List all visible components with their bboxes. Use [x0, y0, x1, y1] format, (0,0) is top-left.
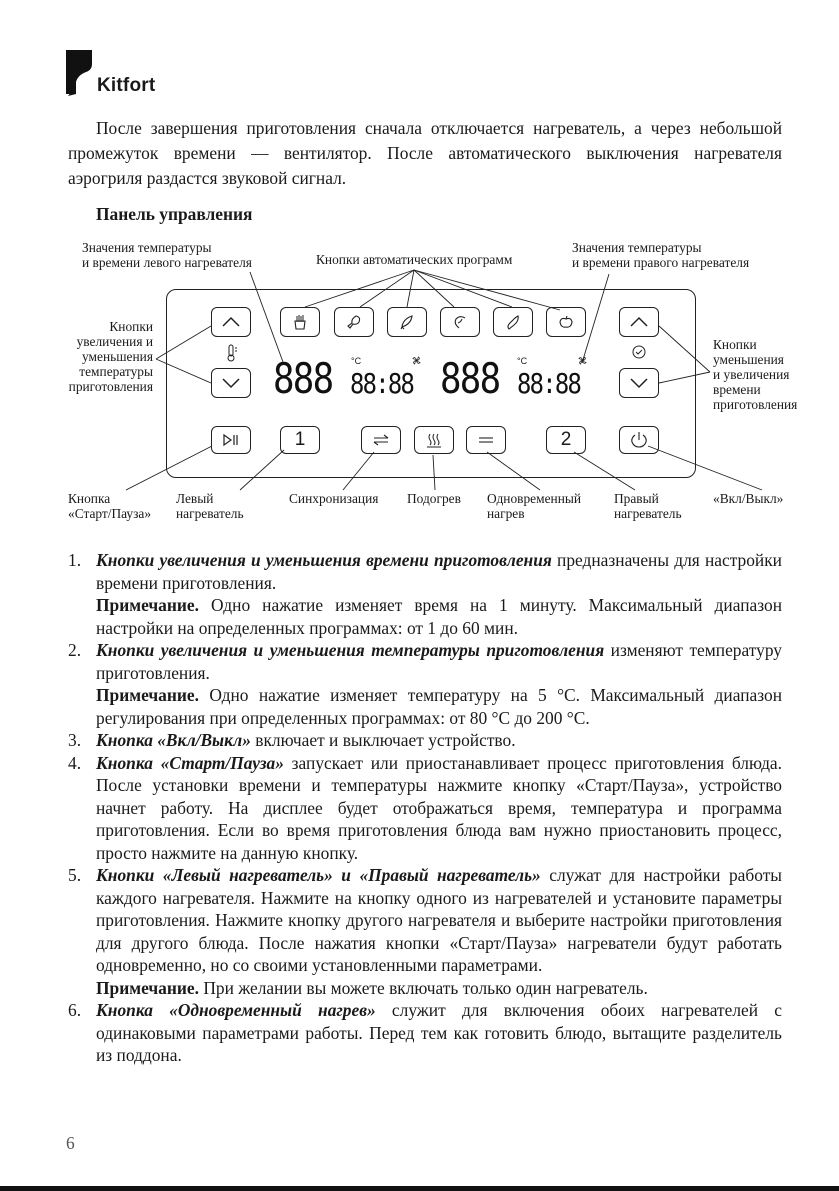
item-number: 2.	[68, 640, 82, 660]
list-item	[68, 729, 782, 752]
time-down-button[interactable]	[619, 368, 659, 398]
note-text: При желании вы можете включать только один нагреватель.	[198, 977, 648, 998]
instructions-list	[68, 549, 782, 1067]
label-left-values-text: Значения температуры и времени левого нагревателя	[82, 240, 252, 270]
item-note	[96, 594, 782, 639]
right-temp-unit: °C	[517, 356, 528, 366]
drumstick-icon	[346, 314, 362, 330]
program-shrimp-button[interactable]	[440, 307, 480, 337]
arrow-down-icon	[221, 377, 241, 389]
left-heater-button-label: 1	[294, 429, 306, 450]
left-temp-display: 888	[273, 354, 333, 403]
item-note	[96, 684, 782, 729]
intro-paragraph: После завершения приготовления сначала отключается нагреватель, а через небольшой промежуток времени — вентилятор. После автоматического выключения нагревателя аэрогриля раздастся звуковой сигнал.	[68, 118, 782, 188]
brand-name: Kitfort	[97, 75, 156, 96]
list-item	[68, 549, 782, 639]
program-fish-button[interactable]	[387, 307, 427, 337]
page-number: 6	[66, 1133, 75, 1153]
arrow-up-icon	[629, 316, 649, 328]
start-pause-button[interactable]	[211, 426, 251, 454]
list-item	[68, 752, 782, 865]
item-text: служит для включения обоих нагревателей с одинаковыми параметрами работы. Перед тем как готовить блюдо, вытащите разделитель из поддона.	[96, 1000, 782, 1065]
item-title: Кнопка «Старт/Пауза»	[96, 752, 284, 773]
left-time-display: 88:88	[350, 367, 414, 400]
right-heater-button-label: 2	[560, 429, 572, 450]
temp-down-button[interactable]	[211, 368, 251, 398]
label-time-buttons: Кнопки уменьшения и увеличения времени приготовления	[713, 337, 798, 412]
program-fries-button[interactable]	[280, 307, 320, 337]
time-up-button[interactable]	[619, 307, 659, 337]
apple-icon	[558, 314, 574, 330]
kitfort-logo-mark	[66, 50, 96, 96]
play-pause-icon	[221, 433, 241, 447]
item-title: Кнопка «Одновременный нагрев»	[96, 1000, 376, 1020]
label-right-values	[572, 240, 749, 270]
steam-icon	[425, 432, 443, 448]
note-label: Примечание.	[96, 685, 199, 705]
label-right-values-text: Значения температуры и времени правого нагревателя	[572, 240, 750, 270]
label-right-heater: Правый нагреватель	[614, 491, 682, 521]
item-title: Кнопка «Вкл/Выкл»	[96, 730, 251, 750]
label-start-pause: Кнопка «Старт/Пауза»	[68, 491, 152, 521]
label-simultaneous: Одновременный нагрев	[487, 491, 582, 521]
kitfort-logo	[66, 50, 166, 100]
note-text: Одно нажатие изменяет температуру на 5 °C. Максимальный диапазон регулирования при определенных программах: от 80 °C до 200 °C.	[96, 685, 782, 728]
list-item	[68, 639, 782, 729]
equal-icon	[478, 435, 494, 445]
arrow-up-icon	[221, 316, 241, 328]
power-button[interactable]	[619, 426, 659, 454]
right-temp-display: 888	[440, 354, 500, 403]
section-title: Панель управления	[96, 204, 253, 224]
left-heater-button[interactable]	[280, 426, 320, 454]
item-note	[96, 977, 782, 1000]
sync-button[interactable]	[361, 426, 401, 454]
fan-icon	[578, 356, 587, 365]
left-temp-unit: °C	[351, 356, 362, 366]
item-number: 3.	[68, 730, 82, 750]
vegetable-icon	[505, 314, 521, 330]
label-left-heater: Левый нагреватель	[176, 491, 244, 521]
item-number: 1.	[68, 550, 82, 570]
label-auto-programs: Кнопки автоматических программ	[316, 252, 513, 267]
program-chicken-button[interactable]	[334, 307, 374, 337]
sync-icon	[372, 434, 390, 446]
item-number: 5.	[68, 865, 82, 885]
item-number: 6.	[68, 1000, 82, 1020]
program-apple-button[interactable]	[546, 307, 586, 337]
note-label: Примечание.	[96, 977, 199, 998]
temp-up-button[interactable]	[211, 307, 251, 337]
item-text: запускает или приостанавливает процесс приготовления блюда. После установки времени и температуры нажмите кнопку «Старт/Пауза», устройство начнет работу. На дисплее будет отображаться время, температура и программа приготовления. Если во время приготовления блюда вам нужно приостановить процесс, просто нажмите на данную кнопку.	[96, 752, 782, 863]
label-sync: Синхронизация	[289, 491, 379, 506]
shrimp-icon	[452, 314, 468, 330]
list-item	[68, 864, 782, 999]
right-time-display: 88:88	[517, 367, 581, 400]
simultaneous-button[interactable]	[466, 426, 506, 454]
item-title: Кнопки увеличения и уменьшения температуры приготовления	[96, 640, 605, 660]
fish-icon	[399, 314, 415, 330]
arrow-down-icon	[629, 377, 649, 389]
note-label: Примечание.	[96, 595, 199, 615]
fan-icon	[412, 356, 421, 365]
item-text: служат для настройки работы каждого нагревателя. Нажмите на кнопку одного из нагревателей и установите параметры приготовления. Нажмите кнопку другого нагревателя и выберите настройки приготовления для другого блюда. После нажатия кнопки «Старт/Пауза» нагреватели будут работать одновременно, но со своими установленными параметрами.	[96, 865, 782, 975]
label-warm: Подогрев	[407, 491, 461, 506]
clock-icon	[632, 345, 646, 359]
thermometer-icon	[226, 344, 238, 362]
item-title: Кнопки увеличения и уменьшения времени приготовления	[96, 550, 552, 570]
label-left-values	[82, 240, 252, 270]
list-item	[68, 999, 782, 1067]
item-text: предназначены для настройки времени приготовления.	[96, 550, 782, 593]
label-power: «Вкл/Выкл»	[713, 491, 784, 506]
note-text: Одно нажатие изменяет время на 1 минуту. Максимальный диапазон настройки на определенных программах: от 1 до 60 мин.	[96, 595, 782, 638]
power-icon	[630, 431, 648, 449]
bottom-rule	[0, 1186, 839, 1191]
item-title: Кнопки «Левый нагреватель» и «Правый нагреватель»	[96, 865, 541, 885]
warm-button[interactable]	[414, 426, 454, 454]
item-text: включает и выключает устройство.	[250, 730, 516, 750]
program-vegetable-button[interactable]	[493, 307, 533, 337]
item-text: изменяют температуру приготовления.	[96, 640, 783, 683]
item-number: 4.	[68, 752, 82, 773]
right-heater-button[interactable]	[546, 426, 586, 454]
fries-icon	[292, 314, 308, 330]
label-temp-buttons: Кнопки увеличения и уменьшения температуры приготовления	[68, 319, 153, 394]
